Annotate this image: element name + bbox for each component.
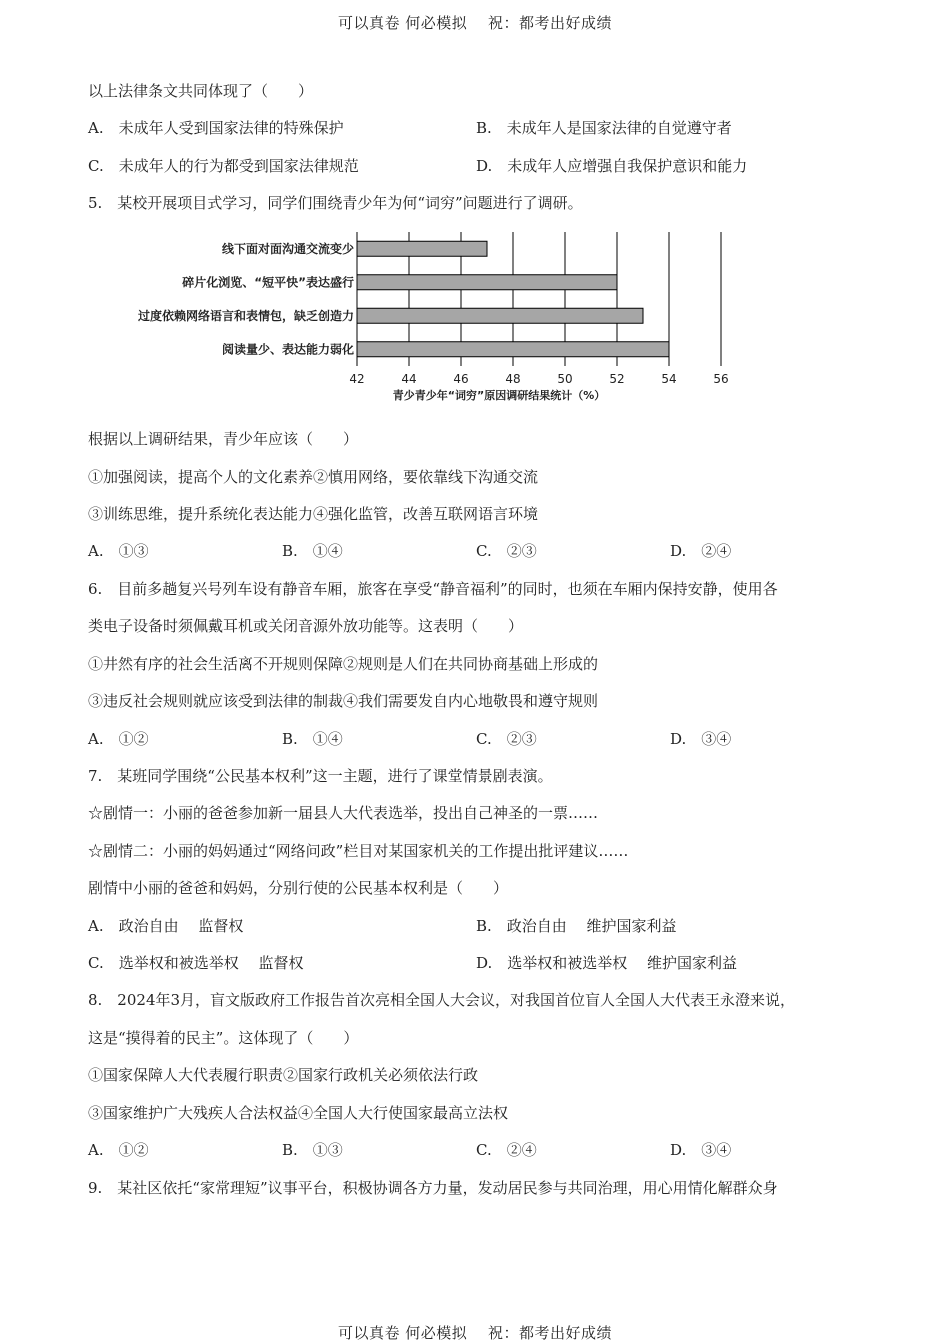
- chart-x-axis-label: 青少青少年“词穷”原因调研结果统计（%）: [392, 389, 606, 402]
- q7-option-d: D. 选举权和被选举权 维护国家利益: [476, 954, 738, 972]
- q5-option-a: A. ①③: [88, 542, 149, 560]
- q8-items-2: ③国家维护广大残疾人合法权益④全国人大行使国家最高立法权: [88, 1104, 509, 1122]
- q5-option-b: B. ①④: [282, 542, 343, 560]
- q7-scene-1: ☆剧情一：小丽的爸爸参加新一届县人大代表选举，投出自己神圣的一票……: [88, 804, 599, 822]
- chart-tick-label: 52: [609, 372, 625, 386]
- q4-option-c: C. 未成年人的行为都受到国家法律规范: [88, 157, 359, 175]
- page-header: 可以真卷 何必模拟 祝：都考出好成绩: [337, 14, 613, 32]
- q9-stem-1: 9. 某社区依托“家常理短”议事平台，积极协调各方力量，发动居民参与共同治理，用心用情化解群众身: [88, 1179, 778, 1197]
- q5-stem: 5. 某校开展项目式学习，同学们围绕青少年为何“词穷”问题进行了调研。: [88, 194, 583, 212]
- q4-option-a: A. 未成年人受到国家法律的特殊保护: [88, 119, 344, 137]
- chart-tick-label: 46: [453, 372, 469, 386]
- q8-items-1: ①国家保障人大代表履行职责②国家行政机关必须依法行政: [88, 1066, 479, 1084]
- q5-option-d: D. ②④: [670, 542, 732, 560]
- chart-bar: [357, 308, 643, 323]
- q5-items-1: ①加强阅读，提高个人的文化素养②慎用网络，要依靠线下沟通交流: [88, 468, 539, 486]
- chart-tick-label: 48: [505, 372, 521, 386]
- q5-question: 根据以上调研结果，青少年应该（ ）: [88, 430, 359, 448]
- chart-tick-label: 42: [349, 372, 365, 386]
- q7-option-b: B. 政治自由 维护国家利益: [476, 917, 677, 935]
- chart-category-label: 碎片化浏览、“短平快”表达盛行: [182, 275, 354, 290]
- q6-items-1: ①井然有序的社会生活离不开规则保障②规则是人们在共同协商基础上形成的: [88, 655, 599, 673]
- survey-bar-chart: [96, 228, 776, 408]
- q6-items-2: ③违反社会规则就应该受到法律的制裁④我们需要发自内心地敬畏和遵守规则: [88, 692, 599, 710]
- chart-category-label: 过度依赖网络语言和表情包，缺乏创造力: [137, 308, 354, 323]
- q6-option-c: C. ②③: [476, 730, 537, 748]
- q8-option-a: A. ①②: [88, 1141, 149, 1159]
- q8-stem-1: 8. 2024年3月，盲文版政府工作报告首次亮相全国人大会议，对我国首位盲人全国人大代表王永澄来说，: [88, 991, 796, 1009]
- chart-category-label: 阅读量少、表达能力弱化: [221, 342, 354, 357]
- q4-stem: 以上法律条文共同体现了（ ）: [88, 82, 314, 100]
- chart-category-labels: [138, 241, 354, 357]
- q7-question: 剧情中小丽的爸爸和妈妈，分别行使的公民基本权利是（ ）: [88, 879, 509, 897]
- chart-tick-label: 56: [713, 372, 729, 386]
- q4-option-b: B. 未成年人是国家法律的自觉遵守者: [476, 119, 732, 137]
- q8-option-d: D. ③④: [670, 1141, 732, 1159]
- q8-stem-2: 这是“摸得着的民主”。这体现了（ ）: [88, 1029, 359, 1047]
- q8-option-b: B. ①③: [282, 1141, 343, 1159]
- q4-option-d: D. 未成年人应增强自我保护意识和能力: [476, 157, 748, 175]
- chart-tick-label: 54: [661, 372, 677, 386]
- q6-stem-2: 类电子设备时须佩戴耳机或关闭音源外放功能等。这表明（ ）: [88, 617, 524, 635]
- chart-tick-labels: [349, 372, 728, 386]
- chart-tick-label: 44: [401, 372, 417, 386]
- q6-stem-1: 6. 目前多趟复兴号列车设有静音车厢，旅客在享受“静音福利”的同时，也须在车厢内保持安静，使用各: [88, 580, 778, 598]
- chart-bar: [357, 275, 617, 290]
- chart-bar: [357, 241, 487, 256]
- chart-bar: [357, 342, 669, 357]
- q5-option-c: C. ②③: [476, 542, 537, 560]
- q7-scene-2: ☆剧情二：小丽的妈妈通过“网络问政”栏目对某国家机关的工作提出批评建议……: [88, 842, 629, 860]
- page-footer: 可以真卷 何必模拟 祝：都考出好成绩: [337, 1324, 613, 1342]
- chart-tick-label: 50: [557, 372, 573, 386]
- q7-stem: 7. 某班同学围绕“公民基本权利”这一主题，进行了课堂情景剧表演。: [88, 767, 553, 785]
- q6-option-d: D. ③④: [670, 730, 732, 748]
- q7-option-a: A. 政治自由 监督权: [88, 917, 244, 935]
- chart-category-label: 线下面对面沟通交流变少: [221, 241, 354, 256]
- q6-option-b: B. ①④: [282, 730, 343, 748]
- q5-items-2: ③训练思维，提升系统化表达能力④强化监管，改善互联网语言环境: [88, 505, 539, 523]
- q7-option-c: C. 选举权和被选举权 监督权: [88, 954, 304, 972]
- q6-option-a: A. ①②: [88, 730, 149, 748]
- q8-option-c: C. ②④: [476, 1141, 537, 1159]
